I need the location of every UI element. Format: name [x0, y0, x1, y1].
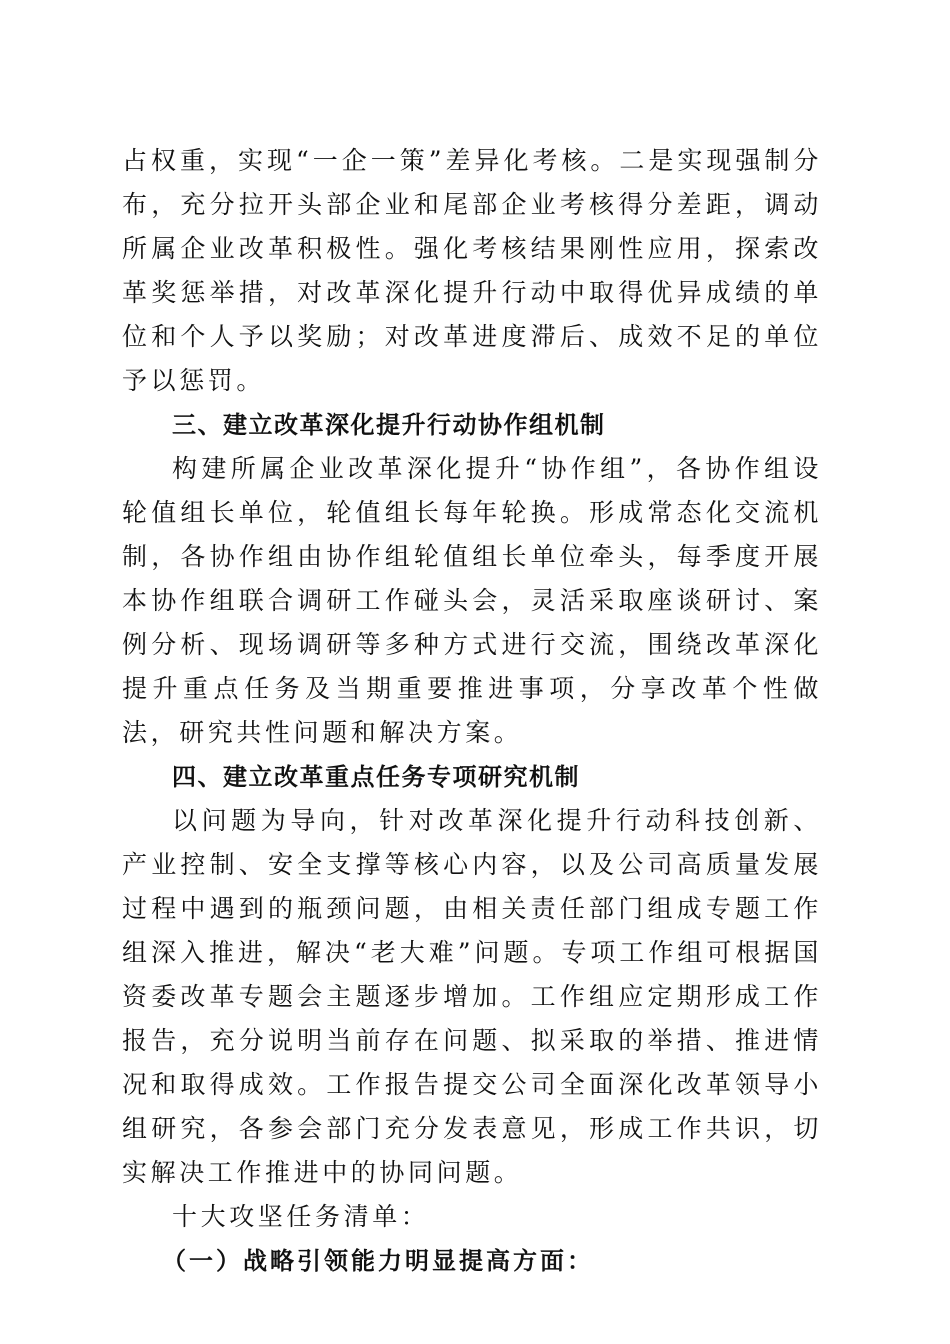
sub-heading-1: （一）战略引领能力明显提高方面： [162, 1246, 594, 1275]
section-heading-3: 三、建立改革深化提升行动协作组机制 [172, 411, 606, 439]
document-page [122, 139, 822, 1283]
task-list-intro: 十大攻坚任务清单： [172, 1202, 430, 1231]
section-heading-4: 四、建立改革重点任务专项研究机制 [172, 763, 580, 791]
paragraph-continued: 占权重，实现“一企一策”差异化考核。二是实现强制分布，充分拉开头部企业和尾部企业考核得分差距，调动所属企业改革积极性。强化考核结果刚性应用，探索改革奖惩举措，对改革深化提升行动中取得优异成绩的单位和个人予以奖励；对改革进度滞后、成效不足的单位予以惩罚。 [122, 146, 822, 395]
paragraph-section-4: 以问题为导向，针对改革深化提升行动科技创新、产业控制、安全支撑等核心内容，以及公司高质量发展过程中遇到的瓶颈问题，由相关责任部门组成专题工作组深入推进，解决“老大难”问题。专项工作组可根据国资委改革专题会主题逐步增加。工作组应定期形成工作报告，充分说明当前存在问题、拟采取的举措、推进情况和取得成效。工作报告提交公司全面深化改革领导小组研究，各参会部门充分发表意见，形成工作共识，切实解决工作推进中的协同问题。 [122, 806, 822, 1187]
paragraph-section-3: 构建所属企业改革深化提升“协作组”，各协作组设轮值组长单位，轮值组长每年轮换。形成常态化交流机制，各协作组由协作组轮值组长单位牵头，每季度开展本协作组联合调研工作碰头会，灵活采取座谈研讨、案例分析、现场调研等多种方式进行交流，围绕改革深化提升重点任务及当期重要推进事项，分享改革个性做法，研究共性问题和解决方案。 [122, 454, 822, 747]
